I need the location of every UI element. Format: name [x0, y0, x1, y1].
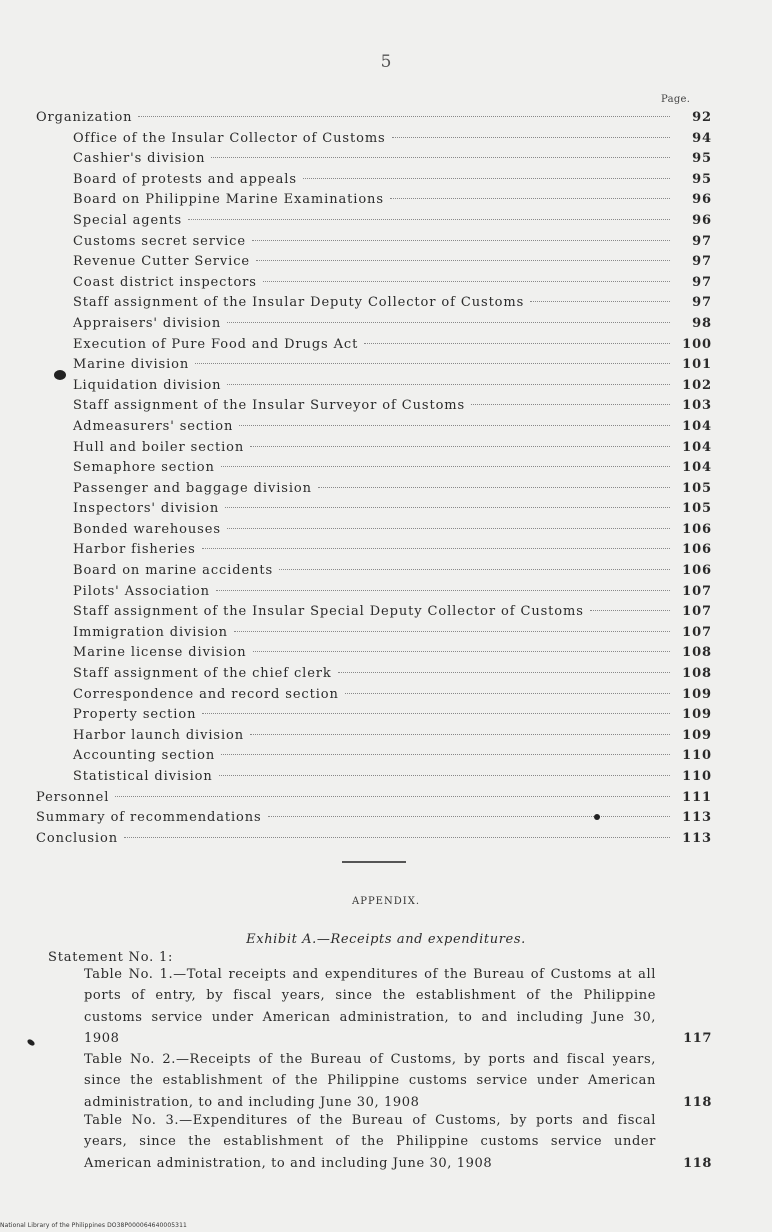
toc-entry-title: Liquidation division	[73, 377, 222, 393]
toc-entry-page: 94	[692, 130, 712, 146]
toc-entry-title: Staff assignment of the Insular Special Deputy Collector of Customs	[73, 604, 584, 620]
toc-entry-page: 104	[682, 418, 712, 434]
toc-entry-title: Harbor launch division	[73, 727, 245, 743]
statement-label: Statement No. 1:	[48, 950, 174, 965]
toc-entry	[36, 563, 712, 584]
toc-dot-leader	[219, 775, 670, 776]
table-of-contents	[36, 110, 712, 851]
toc-dot-leader	[250, 734, 670, 735]
toc-entry	[36, 295, 712, 316]
toc-entry-page: 96	[692, 212, 712, 228]
toc-dot-leader	[338, 672, 670, 673]
toc-entry-page: 107	[682, 604, 712, 620]
toc-dot-leader	[227, 528, 670, 529]
toc-entry	[36, 172, 712, 193]
toc-entry-page: 95	[692, 171, 712, 187]
page-column-header: Page.	[661, 94, 691, 105]
toc-entry-title: Pilots' Association	[73, 583, 210, 599]
toc-dot-leader	[188, 219, 670, 220]
toc-dot-leader	[221, 754, 670, 755]
appendix-table-entry	[84, 1110, 712, 1174]
appendix-table-entry-page: 118	[683, 1094, 712, 1110]
toc-entry	[36, 625, 712, 646]
toc-entry-title: Board of protests and appeals	[73, 171, 297, 187]
toc-entry-page: 105	[682, 501, 712, 517]
toc-dot-leader	[279, 569, 670, 570]
scan-speck	[26, 1038, 35, 1047]
toc-entry-page: 106	[682, 563, 712, 579]
toc-entry	[36, 110, 712, 131]
toc-entry	[36, 378, 712, 399]
toc-dot-leader	[590, 610, 670, 611]
toc-entry-title: Customs secret service	[73, 233, 246, 249]
toc-entry-page: 98	[692, 315, 712, 331]
toc-dot-leader	[530, 301, 670, 302]
toc-entry	[36, 337, 712, 358]
toc-entry	[36, 234, 712, 255]
toc-entry-title: Special agents	[73, 212, 183, 228]
toc-entry-title: Accounting section	[73, 748, 216, 764]
toc-entry-page: 106	[682, 542, 712, 558]
toc-entry	[36, 192, 712, 213]
toc-entry	[36, 604, 712, 625]
toc-entry	[36, 645, 712, 666]
toc-entry-page: 110	[682, 769, 712, 784]
toc-entry-page: 97	[692, 274, 712, 290]
toc-entry-title: Staff assignment of the Insular Surveyor of Customs	[73, 398, 466, 414]
toc-dot-leader	[225, 507, 670, 508]
toc-entry	[36, 831, 712, 852]
toc-entry	[36, 398, 712, 419]
toc-entry-title: Bonded warehouses	[73, 521, 221, 537]
toc-entry-title: Admeasurers' section	[73, 418, 234, 434]
toc-entry-page: 97	[692, 295, 712, 311]
toc-entry-title: Staff assignment of the Insular Deputy Collector of Customs	[73, 295, 525, 311]
toc-dot-leader	[263, 281, 670, 282]
toc-dot-leader	[234, 631, 670, 632]
toc-dot-leader	[202, 548, 670, 549]
toc-entry-title: Marine license division	[73, 645, 247, 661]
toc-entry	[36, 131, 712, 152]
toc-entry-title: Conclusion	[36, 830, 118, 846]
page-number: 5	[380, 52, 392, 72]
toc-dot-leader	[202, 713, 670, 714]
toc-dot-leader	[345, 693, 670, 694]
toc-entry-title: Hull and boiler section	[73, 439, 245, 455]
toc-dot-leader	[252, 240, 670, 241]
toc-entry-title: Inspectors' division	[73, 501, 220, 517]
toc-entry	[36, 790, 712, 811]
toc-entry	[36, 748, 712, 769]
toc-entry-page: 97	[692, 254, 712, 270]
toc-entry-page: 109	[682, 707, 712, 723]
toc-entry-title: Revenue Cutter Service	[73, 254, 250, 270]
toc-entry-page: 110	[682, 748, 712, 764]
toc-entry-title: Appraisers' division	[73, 315, 222, 331]
toc-entry-title: Board on Philippine Marine Examinations	[73, 192, 384, 208]
toc-entry-page: 95	[692, 151, 712, 167]
toc-entry	[36, 481, 712, 502]
appendix-table-entry-page: 118	[683, 1155, 712, 1171]
exhibit-title: Exhibit A.—Receipts and expenditures.	[246, 932, 526, 947]
toc-entry-page: 109	[682, 686, 712, 702]
toc-entry-page: 105	[682, 480, 712, 496]
toc-entry	[36, 810, 712, 831]
toc-dot-leader	[364, 343, 670, 344]
toc-dot-leader	[303, 178, 670, 179]
toc-entry-title: Statistical division	[73, 769, 213, 784]
toc-dot-leader	[227, 384, 670, 385]
toc-dot-leader	[124, 837, 670, 838]
toc-entry	[36, 666, 712, 687]
toc-dot-leader	[390, 198, 670, 199]
toc-entry-page: 104	[682, 439, 712, 455]
toc-entry-title: Execution of Pure Food and Drugs Act	[73, 336, 359, 352]
toc-dot-leader	[239, 425, 670, 426]
appendix-table-entry-text: Table No. 3.—Expenditures of the Bureau of Customs, by ports and fiscal years, since the establishment of the Philippine customs service under American administration, to and including June 30, 1908	[84, 1113, 656, 1171]
toc-entry-title: Staff assignment of the chief clerk	[73, 666, 332, 682]
toc-entry-page: 92	[692, 110, 712, 125]
toc-entry-page: 102	[682, 377, 712, 393]
toc-dot-leader	[195, 363, 670, 364]
toc-entry	[36, 769, 712, 790]
toc-entry-page: 106	[682, 521, 712, 537]
toc-entry	[36, 357, 712, 378]
toc-entry-page: 108	[682, 666, 712, 682]
appendix-table-entry-text: Table No. 2.—Receipts of the Bureau of Customs, by ports and fiscal years, since the establishment of the Philippine customs service under American administration, to and including June 30, 1908	[84, 1052, 656, 1110]
toc-entry	[36, 419, 712, 440]
toc-dot-leader	[227, 322, 670, 323]
toc-entry	[36, 584, 712, 605]
toc-entry	[36, 213, 712, 234]
appendix-table-entry	[84, 1049, 712, 1113]
toc-entry-page: 101	[682, 357, 712, 373]
toc-dot-leader	[392, 137, 670, 138]
toc-entry-page: 103	[682, 398, 712, 414]
toc-dot-leader	[221, 466, 670, 467]
appendix-table-entry-text: Table No. 1.—Total receipts and expenditures of the Bureau of Customs at all ports of entry, by fiscal years, since the establishment of the Philippine customs service under American administration, to and including June 30, 1908	[84, 967, 656, 1046]
scan-speck	[54, 370, 66, 380]
toc-entry-title: Coast district inspectors	[73, 274, 257, 290]
toc-dot-leader	[211, 157, 670, 158]
toc-dot-leader	[471, 404, 670, 405]
toc-dot-leader	[115, 796, 670, 797]
toc-entry	[36, 151, 712, 172]
toc-entry-title: Property section	[73, 707, 197, 723]
toc-entry-page: 113	[682, 810, 712, 826]
toc-dot-leader	[268, 816, 670, 817]
toc-entry-page: 104	[682, 460, 712, 476]
toc-entry	[36, 728, 712, 749]
toc-entry-title: Cashier's division	[73, 151, 206, 167]
toc-entry-title: Office of the Insular Collector of Customs	[73, 130, 386, 146]
toc-entry-page: 109	[682, 727, 712, 743]
toc-entry-page: 113	[682, 830, 712, 846]
appendix-heading: APPENDIX.	[352, 896, 420, 907]
toc-entry-page: 96	[692, 192, 712, 208]
toc-entry-page: 107	[682, 624, 712, 640]
toc-entry	[36, 522, 712, 543]
toc-entry-page: 108	[682, 645, 712, 661]
footer-credit: National Library of the Philippines DO38P000064640005311	[0, 1222, 187, 1229]
toc-dot-leader	[216, 590, 670, 591]
toc-entry-title: Semaphore section	[73, 460, 215, 476]
toc-entry-title: Harbor fisheries	[73, 542, 196, 558]
toc-entry-title: Marine division	[73, 357, 190, 373]
toc-entry	[36, 501, 712, 522]
toc-entry-title: Board on marine accidents	[73, 563, 274, 579]
toc-entry-title: Organization	[36, 110, 133, 125]
toc-entry	[36, 542, 712, 563]
toc-dot-leader	[138, 116, 670, 117]
toc-entry-page: 100	[682, 336, 712, 352]
toc-entry	[36, 440, 712, 461]
toc-dot-leader	[318, 487, 670, 488]
toc-entry-title: Summary of recommendations	[36, 810, 262, 826]
toc-entry-title: Correspondence and record section	[73, 686, 339, 702]
toc-entry-page: 97	[692, 233, 712, 249]
toc-entry	[36, 275, 712, 296]
toc-entry-page: 107	[682, 583, 712, 599]
toc-dot-leader	[250, 446, 670, 447]
toc-dot-leader	[256, 260, 670, 261]
toc-entry	[36, 707, 712, 728]
appendix-table-entry-page: 117	[683, 1030, 712, 1046]
toc-entry-title: Passenger and baggage division	[73, 480, 312, 496]
toc-entry	[36, 687, 712, 708]
appendix-table-entry	[84, 964, 712, 1049]
section-divider-rule	[342, 861, 406, 863]
toc-entry-title: Immigration division	[73, 624, 228, 640]
toc-entry-title: Personnel	[36, 789, 110, 805]
toc-entry	[36, 254, 712, 275]
scan-speck	[594, 814, 600, 820]
toc-entry	[36, 316, 712, 337]
toc-entry-page: 111	[682, 789, 712, 805]
toc-entry	[36, 460, 712, 481]
toc-dot-leader	[253, 651, 670, 652]
